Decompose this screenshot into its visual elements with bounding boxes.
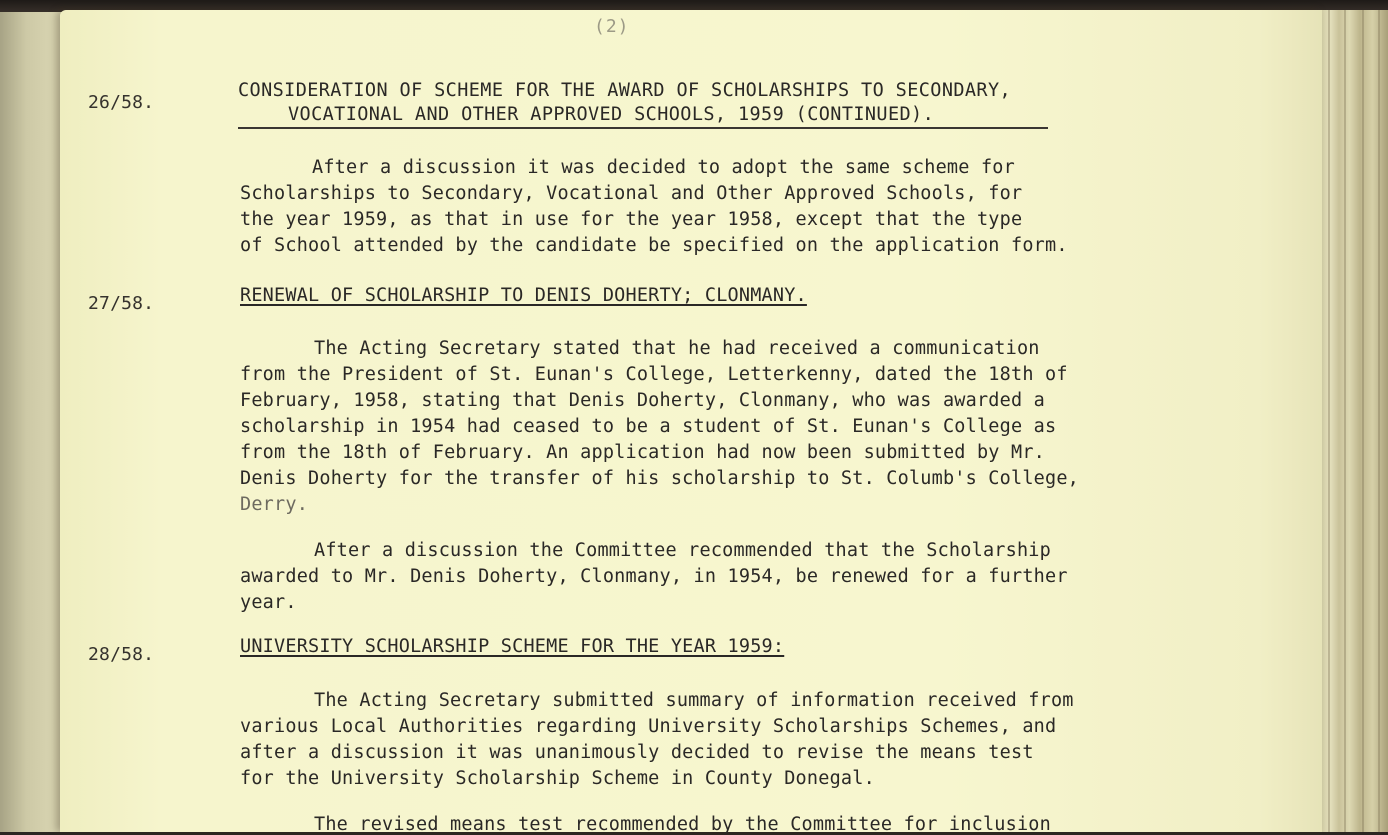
page-edge-line [1362,10,1364,832]
section-heading-line: UNIVERSITY SCHOLARSHIP SCHEME FOR THE YEAR 1959: [240,636,785,657]
paragraph-line: After a discussion it was decided to adopt the same scheme for [312,157,1015,178]
page-number: (2) [594,16,630,37]
paragraph-line: Scholarships to Secondary, Vocational and Other Approved Schools, for [240,183,1023,204]
paragraph-line: The Acting Secretary stated that he had received a communication [314,338,1040,359]
section-heading-line: RENEWAL OF SCHOLARSHIP TO DENIS DOHERTY; CLONMANY. [240,285,807,306]
paragraph-line: from the 18th of February. An application had now been submitted by Mr. [240,442,1045,463]
book-page-edges [1318,10,1388,832]
page-edge-line [1344,10,1346,832]
paragraph-line: Denis Doherty for the transfer of his scholarship to St. Columb's College, [240,468,1080,489]
paragraph-line: the year 1959, as that in use for the year 1958, except that the type [240,209,1023,230]
page-edge-line [1328,10,1330,832]
paragraph-line: year. [240,592,297,613]
section-heading-line: VOCATIONAL AND OTHER APPROVED SCHOOLS, 1959 (CONTINUED). [288,104,935,125]
paragraph-line: Derry. [240,494,309,515]
paragraph-line: of School attended by the candidate be specified on the application form. [240,235,1068,256]
paragraph-line: The Acting Secretary submitted summary of information received from [314,690,1074,711]
paragraph-line: After a discussion the Committee recommended that the Scholarship [314,540,1051,561]
page-edge-line [1378,10,1380,832]
minute-number: 27/58. [88,293,155,314]
paragraph-line: February, 1958, stating that Denis Doherty, Clonmany, who was awarded a [240,390,1045,411]
paragraph-line: from the President of St. Eunan's College, Letterkenny, dated the 18th of [240,364,1068,385]
minute-number: 28/58. [88,644,155,665]
minute-number: 26/58. [88,92,155,113]
heading-underline [238,127,1048,129]
paragraph-line: after a discussion it was unanimously decided to revise the means test [240,742,1034,763]
book-gutter-left [0,12,66,832]
paragraph-line: The revised means test recommended by the Committee for inclusion [314,814,1051,835]
paragraph-line: awarded to Mr. Denis Doherty, Clonmany, in 1954, be renewed for a further [240,566,1068,587]
section-heading-line: CONSIDERATION OF SCHEME FOR THE AWARD OF SCHOLARSHIPS TO SECONDARY, [238,80,1012,101]
paragraph-line: various Local Authorities regarding University Scholarships Schemes, and [240,716,1057,737]
paragraph-line: scholarship in 1954 had ceased to be a student of St. Eunan's College as [240,416,1057,437]
paragraph-line: for the University Scholarship Scheme in County Donegal. [240,768,875,789]
